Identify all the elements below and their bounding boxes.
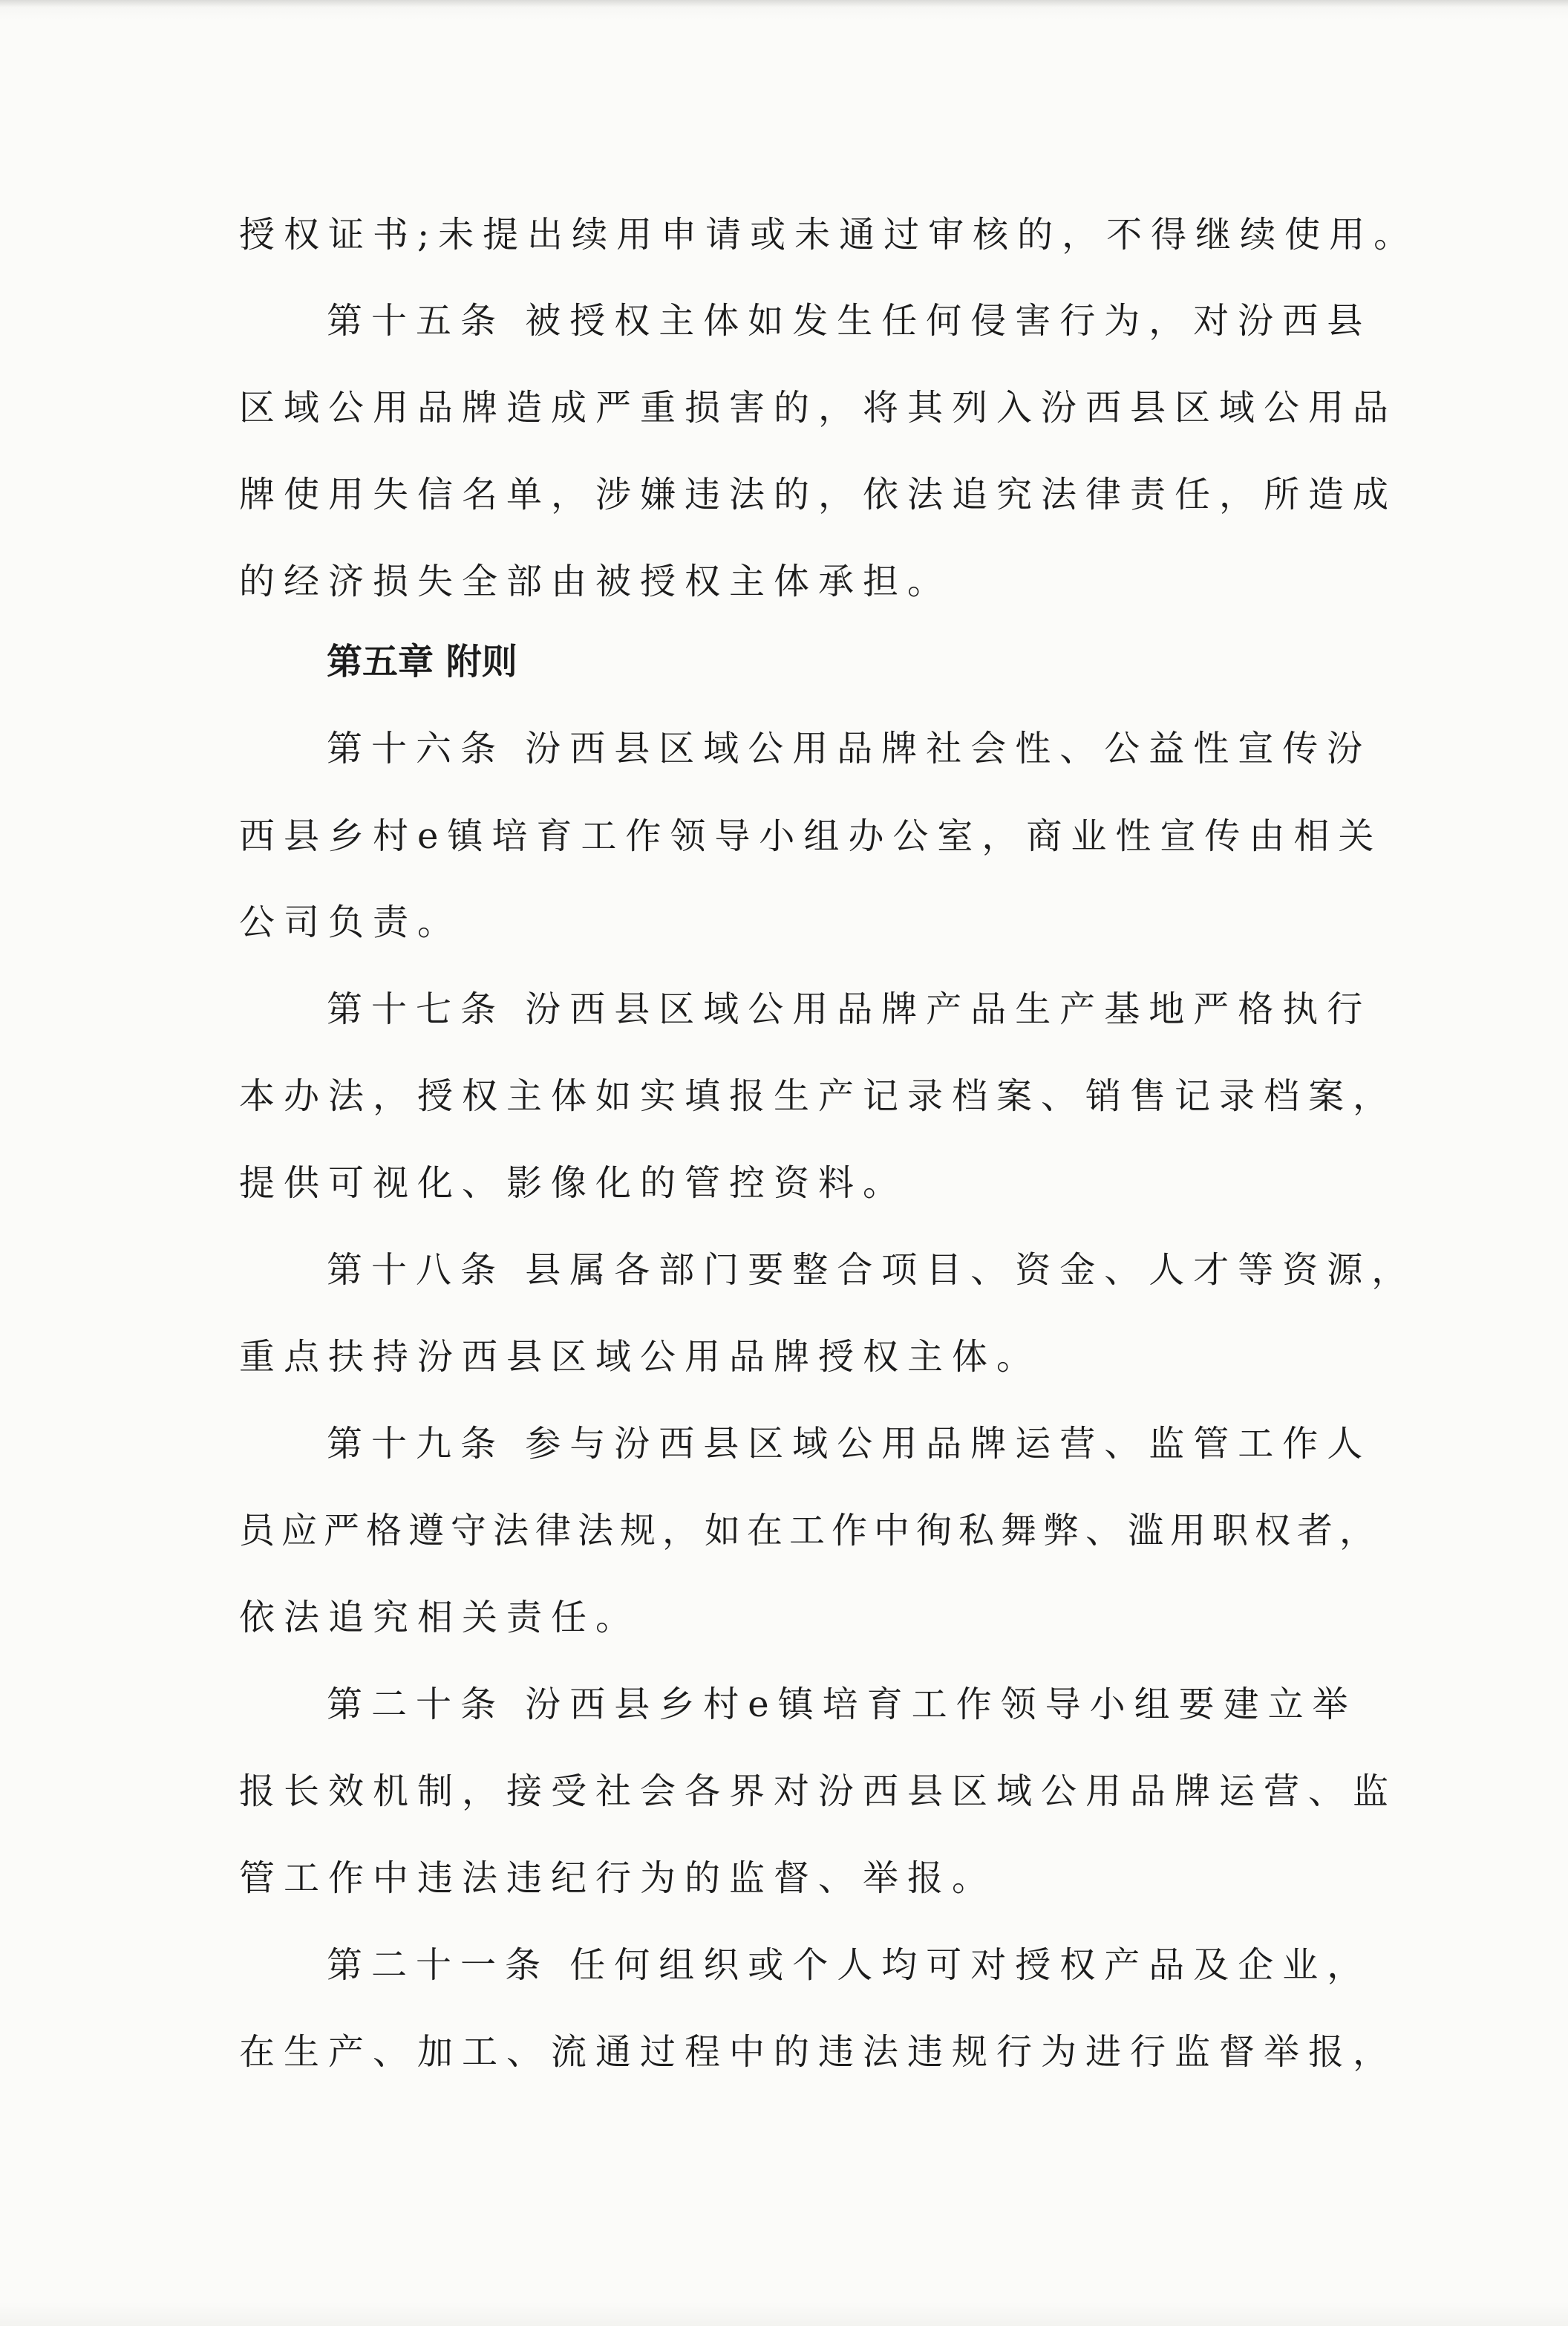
text-line: 在生产、加工、流通过程中的违法违规行为进行监督举报， bbox=[239, 2031, 1398, 2073]
text-line: 区域公用品牌造成严重损害的，将其列入汾西县区域公用品 bbox=[239, 387, 1398, 429]
text-line: 西县乡村e镇培育工作领导小组办公室，商业性宣传由相关 bbox=[239, 815, 1383, 857]
text-line: 牌使用失信名单，涉嫌违法的，依法追究法律责任，所造成 bbox=[239, 474, 1398, 515]
article-19-line: 第十九条 参与汾西县区域公用品牌运营、监管工作人 bbox=[327, 1423, 1372, 1465]
article-15-line: 第十五条 被授权主体如发生任何侵害行为，对汾西县 bbox=[327, 300, 1372, 342]
text-line: 提供可视化、影像化的管控资料。 bbox=[239, 1162, 908, 1204]
article-16-line: 第十六条 汾西县区域公用品牌社会性、公益性宣传汾 bbox=[327, 728, 1372, 769]
text-line: 重点扶持汾西县区域公用品牌授权主体。 bbox=[239, 1336, 1042, 1378]
text-line: 的经济损失全部由被授权主体承担。 bbox=[239, 561, 953, 602]
text-line: 授权证书;未提出续用申请或未通过审核的，不得继续使用。 bbox=[239, 214, 1419, 255]
text-line: 公司负责。 bbox=[239, 902, 463, 943]
article-21-line: 第二十一条 任何组织或个人均可对授权产品及企业， bbox=[327, 1944, 1372, 1986]
text-line: 本办法，授权主体如实填报生产记录档案、销售记录档案， bbox=[239, 1075, 1398, 1117]
article-17-line: 第十七条 汾西县区域公用品牌产品生产基地严格执行 bbox=[327, 988, 1372, 1030]
text-line: 报长效机制，接受社会各界对汾西县区域公用品牌运营、监 bbox=[239, 1770, 1398, 1812]
article-18-line: 第十八条 县属各部门要整合项目、资金、人才等资源， bbox=[327, 1249, 1417, 1291]
article-20-line: 第二十条 汾西县乡村e镇培育工作领导小组要建立举 bbox=[327, 1684, 1357, 1725]
chapter-heading: 第五章 附则 bbox=[327, 641, 517, 683]
text-line: 员应严格遵守法律法规，如在工作中徇私舞弊、滥用职权者， bbox=[239, 1510, 1382, 1551]
text-line: 依法追究相关责任。 bbox=[239, 1597, 641, 1638]
text-line: 管工作中违法违纪行为的监督、举报。 bbox=[239, 1857, 997, 1899]
